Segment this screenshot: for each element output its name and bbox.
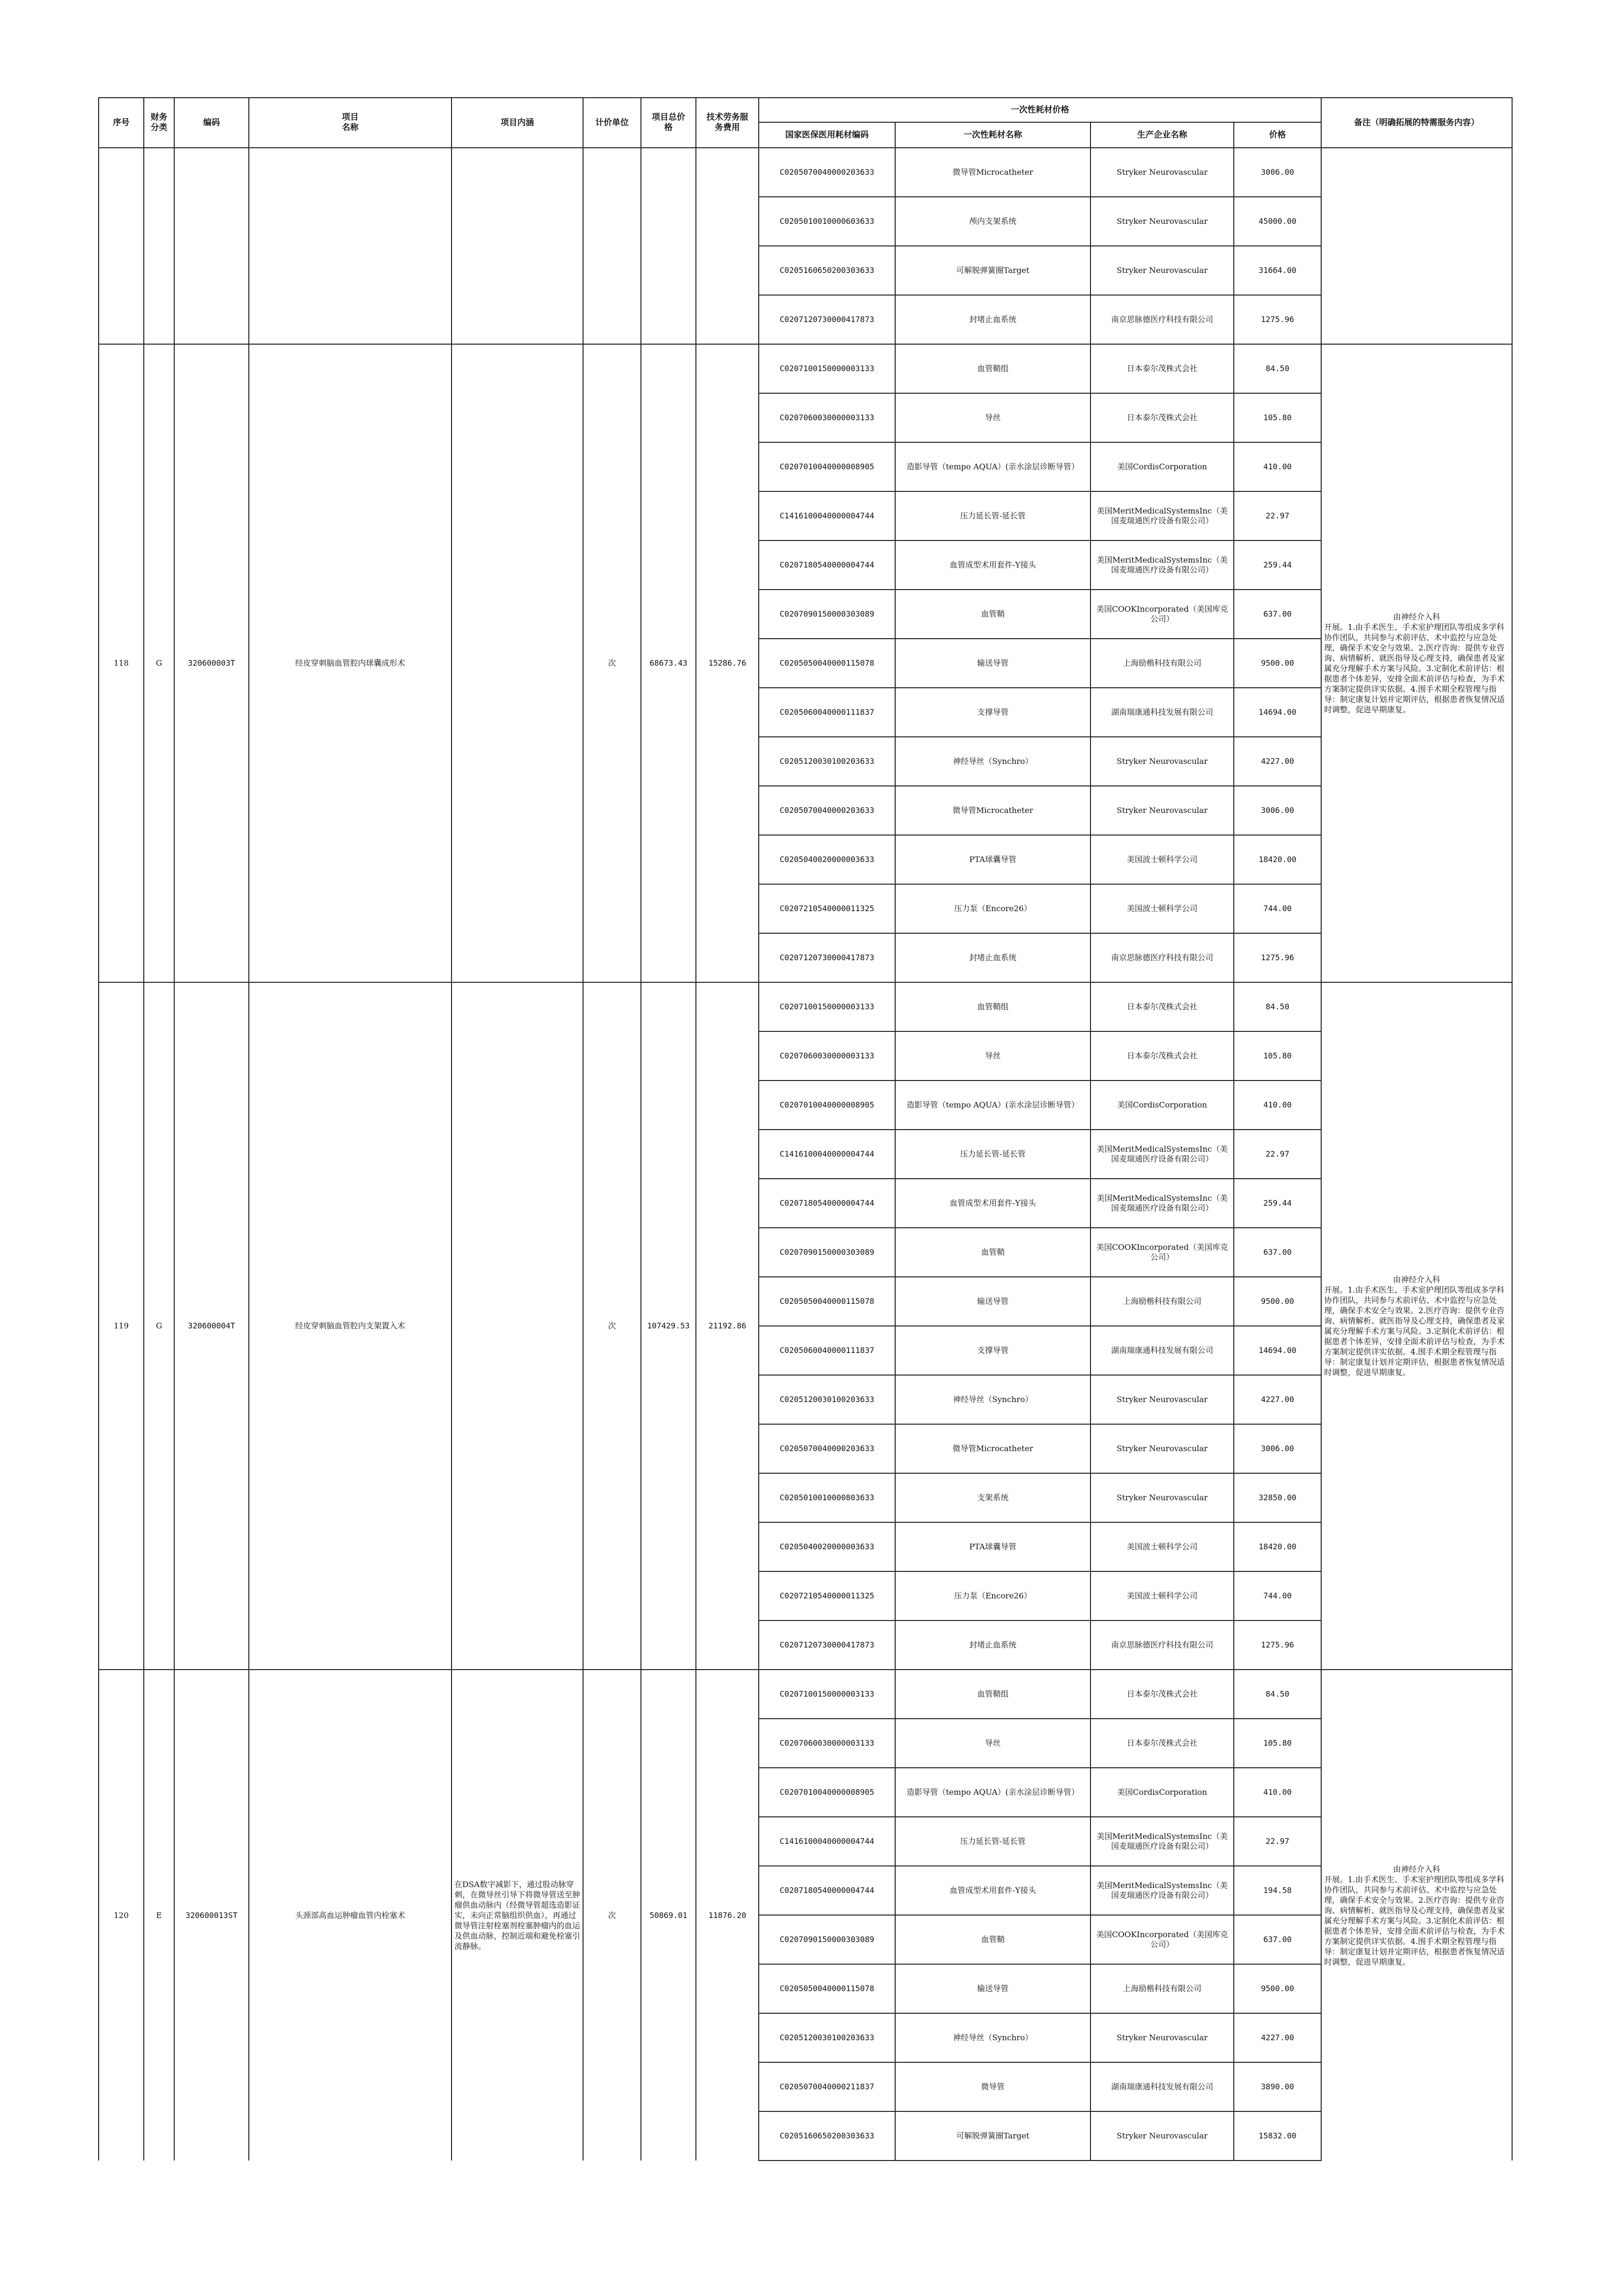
consumable-name: 血管成型术用套件-Y接头: [895, 1866, 1091, 1915]
consumable-code: C0205160650200303633: [759, 246, 895, 295]
consumable-manufacturer: 美国COOKIncorporated（美国库克公司）: [1091, 1915, 1234, 1964]
consumable-name: 封堵止血系统: [895, 933, 1091, 982]
consumable-price: 637.00: [1234, 1915, 1321, 1964]
consumable-manufacturer: 湖南瑞康通科技发展有限公司: [1091, 688, 1234, 737]
consumable-price: 45000.00: [1234, 197, 1321, 246]
row-unit: [583, 148, 641, 344]
consumable-manufacturer: 南京思脉德医疗科技有限公司: [1091, 1621, 1234, 1670]
consumable-code: C0205070040000203633: [759, 1424, 895, 1473]
consumable-name: 造影导管（tempo AQUA）(亲水涂层诊断导管）: [895, 442, 1091, 491]
consumable-name: 微导管Microcatheter: [895, 1424, 1091, 1473]
header-item-name: 项目 名称: [249, 98, 452, 148]
consumable-manufacturer: 日本泰尔茂株式会社: [1091, 1719, 1234, 1768]
consumable-price: 84.50: [1234, 982, 1321, 1031]
consumable-code: C0205010010000603633: [759, 197, 895, 246]
consumable-price: 31664.00: [1234, 246, 1321, 295]
consumable-code: C0207210540000011325: [759, 1571, 895, 1621]
row-item-name: [249, 148, 452, 344]
consumable-price: 1275.96: [1234, 1621, 1321, 1670]
row-tech-fee: 15286.76: [696, 344, 759, 982]
row-item-code: 320600013ST: [174, 1670, 249, 2161]
header-seq: 序号: [99, 98, 144, 148]
consumable-code: C0205060040000111837: [759, 1326, 895, 1375]
consumable-name: 可解脱弹簧圈Target: [895, 2111, 1091, 2161]
consumable-manufacturer: Stryker Neurovascular: [1091, 1424, 1234, 1473]
row-finance-category: G: [144, 344, 174, 982]
consumable-code: C0207010040000008905: [759, 1768, 895, 1817]
row-finance-category: G: [144, 982, 174, 1670]
consumable-code: C0207100150000003133: [759, 1670, 895, 1719]
consumable-code: C0207180540000004744: [759, 1866, 895, 1915]
consumable-code: C0205070040000203633: [759, 148, 895, 197]
row-seq: [99, 148, 144, 344]
header-consumable-name: 一次性耗材名称: [895, 122, 1091, 148]
remark-title: 由神经介入科: [1393, 612, 1440, 621]
row-item-content: [452, 982, 583, 1670]
consumable-name: 神经导丝（Synchro）: [895, 1375, 1091, 1424]
consumable-price: 410.00: [1234, 442, 1321, 491]
row-remarks: [1321, 148, 1512, 344]
consumable-price: 4227.00: [1234, 1375, 1321, 1424]
consumable-code: C0205060040000111837: [759, 688, 895, 737]
table-body: [99, 148, 1512, 2161]
consumable-code: C0207060030000003133: [759, 393, 895, 442]
consumable-name: 血管鞘: [895, 590, 1091, 639]
consumable-manufacturer: 上海励楷科技有限公司: [1091, 639, 1234, 688]
header-finance-category: 财务 分类: [144, 98, 174, 148]
consumable-manufacturer: Stryker Neurovascular: [1091, 1375, 1234, 1424]
row-total-price: [641, 148, 696, 344]
consumable-name: 输送导管: [895, 1964, 1091, 2013]
consumable-manufacturer: 美国MeritMedicalSystemsInc（美国麦瑞通医疗设备有限公司）: [1091, 491, 1234, 540]
consumable-manufacturer: 美国MeritMedicalSystemsInc（美国麦瑞通医疗设备有限公司）: [1091, 1817, 1234, 1866]
consumable-price: 3006.00: [1234, 1424, 1321, 1473]
remark-text: 开展。1.由手术医生、手术室护理团队等组成多学科协作团队，共同参与术前评估、术中监控与应急处理，确保手术安全与效果。2.医疗咨询：提供专业咨询、病情解析、就医指导及心理支持，确保患者及家属充分理解手术方案与风险。3.定制化术前评估：根据患者个体差异，安排全面术前评估与检查，为手术方案制定提供详实依据。4.围手术期全程管理与指导：制定康复计划并定期评估，根据患者恢复情况适时调整，促进早期康复。: [1324, 1874, 1505, 1967]
consumable-manufacturer: 美国MeritMedicalSystemsInc（美国麦瑞通医疗设备有限公司）: [1091, 1130, 1234, 1179]
consumable-price: 18420.00: [1234, 835, 1321, 884]
consumable-code: C0205050040000115078: [759, 1964, 895, 2013]
consumable-price: 14694.00: [1234, 688, 1321, 737]
consumable-name: PTA球囊导管: [895, 1522, 1091, 1571]
row-remarks: [1321, 344, 1512, 982]
consumable-price: 259.44: [1234, 1179, 1321, 1228]
consumable-name: 导丝: [895, 393, 1091, 442]
row-unit: 次: [583, 982, 641, 1670]
row-seq: 118: [99, 344, 144, 982]
consumable-price: 18420.00: [1234, 1522, 1321, 1571]
table-row: [99, 344, 1512, 393]
consumable-name: 压力延长管-延长管: [895, 1130, 1091, 1179]
consumable-price: 259.44: [1234, 540, 1321, 590]
consumable-price: 105.80: [1234, 393, 1321, 442]
consumable-price: 1275.96: [1234, 295, 1321, 344]
consumable-manufacturer: 南京思脉德医疗科技有限公司: [1091, 933, 1234, 982]
row-item-name: 经皮穿刺脑血管腔内支架置入术: [249, 982, 452, 1670]
consumable-name: 微导管Microcatheter: [895, 786, 1091, 835]
consumable-price: 744.00: [1234, 884, 1321, 933]
consumable-name: 压力泵（Encore26）: [895, 1571, 1091, 1621]
consumable-manufacturer: 湖南瑞康通科技发展有限公司: [1091, 2062, 1234, 2111]
header-item-content: 项目内涵: [452, 98, 583, 148]
consumable-price: 9500.00: [1234, 1964, 1321, 2013]
consumable-name: 导丝: [895, 1031, 1091, 1080]
consumable-price: 410.00: [1234, 1768, 1321, 1817]
header-total-price: 项目总价 格: [641, 98, 696, 148]
consumable-price: 4227.00: [1234, 2013, 1321, 2062]
row-item-name: 头颈部高血运肿瘤血管内栓塞术: [249, 1670, 452, 2161]
consumable-manufacturer: 上海励楷科技有限公司: [1091, 1964, 1234, 2013]
consumable-code: C0205120030100203633: [759, 1375, 895, 1424]
consumable-code: C0207100150000003133: [759, 344, 895, 393]
consumable-code: C0205050040000115078: [759, 1277, 895, 1326]
row-unit: 次: [583, 1670, 641, 2161]
consumable-price: 744.00: [1234, 1571, 1321, 1621]
header-consumables-group: 一次性耗材价格: [759, 98, 1321, 122]
consumable-name: 导丝: [895, 1719, 1091, 1768]
consumable-price: 105.80: [1234, 1031, 1321, 1080]
table-row: [99, 148, 1512, 197]
consumable-manufacturer: Stryker Neurovascular: [1091, 1473, 1234, 1522]
consumable-price: 3006.00: [1234, 786, 1321, 835]
consumable-manufacturer: Stryker Neurovascular: [1091, 786, 1234, 835]
consumable-code: C0207010040000008905: [759, 442, 895, 491]
consumable-name: 神经导丝（Synchro）: [895, 2013, 1091, 2062]
consumable-code: C1416100040000004744: [759, 1817, 895, 1866]
row-total-price: 107429.53: [641, 982, 696, 1670]
consumable-manufacturer: 上海励楷科技有限公司: [1091, 1277, 1234, 1326]
header-manufacturer: 生产企业名称: [1091, 122, 1234, 148]
consumable-code: C1416100040000004744: [759, 1130, 895, 1179]
consumable-price: 32850.00: [1234, 1473, 1321, 1522]
consumable-code: C0205160650200303633: [759, 2111, 895, 2161]
consumable-name: 血管鞘组: [895, 344, 1091, 393]
consumable-price: 22.97: [1234, 1817, 1321, 1866]
table-row: [99, 1670, 1512, 1719]
consumable-code: C0205040020000003633: [759, 1522, 895, 1571]
consumable-manufacturer: 日本泰尔茂株式会社: [1091, 982, 1234, 1031]
consumable-manufacturer: Stryker Neurovascular: [1091, 737, 1234, 786]
consumable-name: 输送导管: [895, 1277, 1091, 1326]
consumable-price: 194.58: [1234, 1866, 1321, 1915]
consumable-price: 9500.00: [1234, 1277, 1321, 1326]
consumable-code: C0205070040000203633: [759, 786, 895, 835]
consumable-manufacturer: 美国CordisCorporation: [1091, 1768, 1234, 1817]
consumable-code: C0205040020000003633: [759, 835, 895, 884]
consumable-code: C0207090150000303089: [759, 1915, 895, 1964]
consumable-code: C0207060030000003133: [759, 1031, 895, 1080]
price-table: [98, 97, 1513, 2161]
consumable-code: C0207120730000417873: [759, 933, 895, 982]
consumable-name: 微导管: [895, 2062, 1091, 2111]
consumable-manufacturer: 湖南瑞康通科技发展有限公司: [1091, 1326, 1234, 1375]
row-seq: 120: [99, 1670, 144, 2161]
header-price: 价格: [1234, 122, 1321, 148]
consumable-code: C0205120030100203633: [759, 2013, 895, 2062]
remark-title: 由神经介入科: [1393, 1275, 1440, 1284]
consumable-price: 84.50: [1234, 344, 1321, 393]
consumable-name: 血管鞘: [895, 1228, 1091, 1277]
consumable-name: 造影导管（tempo AQUA）(亲水涂层诊断导管）: [895, 1768, 1091, 1817]
consumable-code: C0205010010000803633: [759, 1473, 895, 1522]
consumable-price: 14694.00: [1234, 1326, 1321, 1375]
row-finance-category: E: [144, 1670, 174, 2161]
consumable-manufacturer: 美国MeritMedicalSystemsInc（美国麦瑞通医疗设备有限公司）: [1091, 540, 1234, 590]
consumable-code: C0207180540000004744: [759, 1179, 895, 1228]
consumable-price: 84.50: [1234, 1670, 1321, 1719]
row-tech-fee: [696, 148, 759, 344]
consumable-price: 1275.96: [1234, 933, 1321, 982]
consumable-code: C0207210540000011325: [759, 884, 895, 933]
consumable-price: 9500.00: [1234, 639, 1321, 688]
row-item-content: [452, 344, 583, 982]
row-item-code: 320600004T: [174, 982, 249, 1670]
consumable-manufacturer: 日本泰尔茂株式会社: [1091, 1670, 1234, 1719]
consumable-manufacturer: Stryker Neurovascular: [1091, 246, 1234, 295]
consumable-name: 微导管Microcatheter: [895, 148, 1091, 197]
consumable-manufacturer: 日本泰尔茂株式会社: [1091, 344, 1234, 393]
row-finance-category: [144, 148, 174, 344]
consumable-code: C0207090150000303089: [759, 1228, 895, 1277]
consumable-name: 压力延长管-延长管: [895, 1817, 1091, 1866]
consumable-code: C1416100040000004744: [759, 491, 895, 540]
consumable-price: 22.97: [1234, 1130, 1321, 1179]
remark-text: 开展。1.由手术医生、手术室护理团队等组成多学科协作团队，共同参与术前评估、术中监控与应急处理，确保手术安全与效果。2.医疗咨询：提供专业咨询、病情解析、就医指导及心理支持，确保患者及家属充分理解手术方案与风险。3.定制化术前评估：根据患者个体差异，安排全面术前评估与检查，为手术方案制定提供详实依据。4.围手术期全程管理与指导：制定康复计划并定期评估，根据患者恢复情况适时调整，促进早期康复。: [1324, 1285, 1505, 1377]
consumable-manufacturer: Stryker Neurovascular: [1091, 2111, 1234, 2161]
row-item-name: 经皮穿刺脑血管腔内球囊成形术: [249, 344, 452, 982]
consumable-name: 造影导管（tempo AQUA）(亲水涂层诊断导管）: [895, 1080, 1091, 1130]
consumable-manufacturer: Stryker Neurovascular: [1091, 197, 1234, 246]
consumable-name: 封堵止血系统: [895, 1621, 1091, 1670]
consumable-code: C0207090150000303089: [759, 590, 895, 639]
consumable-manufacturer: 美国CordisCorporation: [1091, 1080, 1234, 1130]
consumable-manufacturer: 美国波士顿科学公司: [1091, 1522, 1234, 1571]
consumable-price: 4227.00: [1234, 737, 1321, 786]
consumable-code: C0205050040000115078: [759, 639, 895, 688]
consumable-name: 封堵止血系统: [895, 295, 1091, 344]
consumable-code: C0205120030100203633: [759, 737, 895, 786]
table-row: [99, 982, 1512, 1031]
consumable-manufacturer: 美国波士顿科学公司: [1091, 884, 1234, 933]
consumable-price: 637.00: [1234, 1228, 1321, 1277]
consumable-name: 血管鞘组: [895, 982, 1091, 1031]
consumable-code: C0207100150000003133: [759, 982, 895, 1031]
consumable-name: 压力泵（Encore26）: [895, 884, 1091, 933]
consumable-name: 输送导管: [895, 639, 1091, 688]
consumable-manufacturer: Stryker Neurovascular: [1091, 2013, 1234, 2062]
consumable-manufacturer: 美国波士顿科学公司: [1091, 835, 1234, 884]
row-total-price: 68673.43: [641, 344, 696, 982]
row-item-code: 320600003T: [174, 344, 249, 982]
consumable-manufacturer: 美国COOKIncorporated（美国库克公司）: [1091, 590, 1234, 639]
consumable-code: C0205070040000211837: [759, 2062, 895, 2111]
consumable-code: C0207120730000417873: [759, 295, 895, 344]
consumable-code: C0207060030000003133: [759, 1719, 895, 1768]
consumable-name: 血管鞘组: [895, 1670, 1091, 1719]
row-seq: 119: [99, 982, 144, 1670]
consumable-price: 3006.00: [1234, 148, 1321, 197]
consumable-manufacturer: 日本泰尔茂株式会社: [1091, 1031, 1234, 1080]
consumable-manufacturer: 美国CordisCorporation: [1091, 442, 1234, 491]
consumable-name: 支撑导管: [895, 688, 1091, 737]
row-unit: 次: [583, 344, 641, 982]
consumable-price: 637.00: [1234, 590, 1321, 639]
consumable-manufacturer: 日本泰尔茂株式会社: [1091, 393, 1234, 442]
row-remarks: [1321, 982, 1512, 1670]
consumable-manufacturer: 美国COOKIncorporated（美国库克公司）: [1091, 1228, 1234, 1277]
consumable-price: 105.80: [1234, 1719, 1321, 1768]
header-code: 编码: [174, 98, 249, 148]
header-tech-fee: 技术劳务服 务费用: [696, 98, 759, 148]
consumable-name: 颅内支架系统: [895, 197, 1091, 246]
remark-text: 开展。1.由手术医生、手术室护理团队等组成多学科协作团队，共同参与术前评估、术中监控与应急处理，确保手术安全与效果。2.医疗咨询：提供专业咨询、病情解析、就医指导及心理支持，确保患者及家属充分理解手术方案与风险。3.定制化术前评估：根据患者个体差异，安排全面术前评估与检查，为手术方案制定提供详实依据。4.围手术期全程管理与指导：制定康复计划并定期评估，根据患者恢复情况适时调整，促进早期康复。: [1324, 622, 1505, 714]
consumable-code: C0207010040000008905: [759, 1080, 895, 1130]
consumable-price: 410.00: [1234, 1080, 1321, 1130]
row-total-price: 50869.01: [641, 1670, 696, 2161]
consumable-name: 支撑导管: [895, 1326, 1091, 1375]
consumable-manufacturer: 南京思脉德医疗科技有限公司: [1091, 295, 1234, 344]
row-item-content: 在DSA数字减影下，通过股动脉穿刺，在微导丝引导下将微导管送至肿瘤供血动脉内（经微导管超选造影证实，未向正常脑组织供血），再通过微导管注射栓塞剂栓塞肿瘤内的血运及供血动脉，控制近端和避免栓塞引流静脉。: [452, 1670, 583, 2161]
consumable-name: 血管成型术用套件-Y接头: [895, 1179, 1091, 1228]
consumable-manufacturer: Stryker Neurovascular: [1091, 148, 1234, 197]
consumable-name: 支架系统: [895, 1473, 1091, 1522]
consumable-manufacturer: 美国MeritMedicalSystemsInc（美国麦瑞通医疗设备有限公司）: [1091, 1866, 1234, 1915]
consumable-name: 血管鞘: [895, 1915, 1091, 1964]
consumable-price: 3890.00: [1234, 2062, 1321, 2111]
consumable-name: PTA球囊导管: [895, 835, 1091, 884]
consumable-price: 22.97: [1234, 491, 1321, 540]
consumable-manufacturer: 美国MeritMedicalSystemsInc（美国麦瑞通医疗设备有限公司）: [1091, 1179, 1234, 1228]
row-item-content: [452, 148, 583, 344]
consumable-name: 压力延长管-延长管: [895, 491, 1091, 540]
row-remarks: [1321, 1670, 1512, 2161]
consumable-price: 15832.00: [1234, 2111, 1321, 2161]
row-item-code: [174, 148, 249, 344]
header-nhsa-code: 国家医保医用耗材编码: [759, 122, 895, 148]
header-unit: 计价单位: [583, 98, 641, 148]
consumable-name: 可解脱弹簧圈Target: [895, 246, 1091, 295]
row-tech-fee: 21192.86: [696, 982, 759, 1670]
consumable-name: 神经导丝（Synchro）: [895, 737, 1091, 786]
header-remarks: 备注（明确拓展的特需服务内容）: [1321, 98, 1512, 148]
row-tech-fee: 11876.20: [696, 1670, 759, 2161]
consumable-code: C0207120730000417873: [759, 1621, 895, 1670]
consumable-manufacturer: 美国波士顿科学公司: [1091, 1571, 1234, 1621]
consumable-name: 血管成型术用套件-Y接头: [895, 540, 1091, 590]
remark-title: 由神经介入科: [1393, 1864, 1440, 1874]
consumable-code: C0207180540000004744: [759, 540, 895, 590]
